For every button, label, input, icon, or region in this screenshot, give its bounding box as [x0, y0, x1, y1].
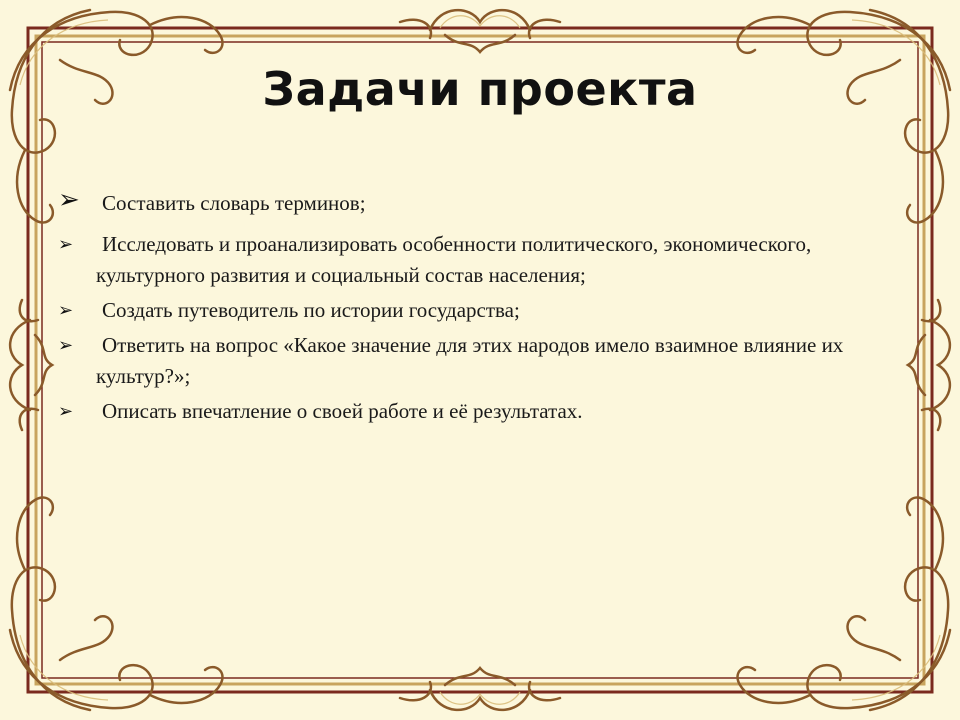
list-item: [58, 396, 858, 427]
list-item: [58, 330, 858, 392]
bottom-center-ornament: [400, 668, 560, 710]
list-item: [58, 229, 858, 291]
top-center-ornament: [400, 10, 560, 52]
list-item-text: Создать путеводитель по истории государства;: [102, 298, 520, 322]
list-item: [58, 185, 858, 219]
list-item-text: Составить словарь терминов;: [102, 191, 366, 215]
task-list: [58, 180, 858, 427]
list-item-text: Исследовать и проанализировать особенности политического, экономического, культурного развития и социальный состав населения;: [96, 232, 812, 287]
left-center-ornament: [10, 300, 52, 430]
arrow-bullet-icon: ➢: [58, 234, 74, 255]
arrow-bullet-icon: ➢: [58, 401, 74, 422]
arrow-bullet-icon: ➢: [58, 300, 74, 321]
arrow-bullet-icon: ➢: [58, 185, 80, 215]
list-item: [58, 295, 858, 326]
list-item-text: Описать впечатление о своей работе и её результатах.: [102, 399, 583, 423]
arrow-bullet-icon: ➢: [58, 335, 74, 356]
list-item-text: Ответить на вопрос «Какое значение для этих народов имело взаимное влияние их культур?»;: [96, 333, 844, 388]
slide-title: Задачи проекта: [262, 62, 698, 116]
right-center-ornament: [908, 300, 950, 430]
